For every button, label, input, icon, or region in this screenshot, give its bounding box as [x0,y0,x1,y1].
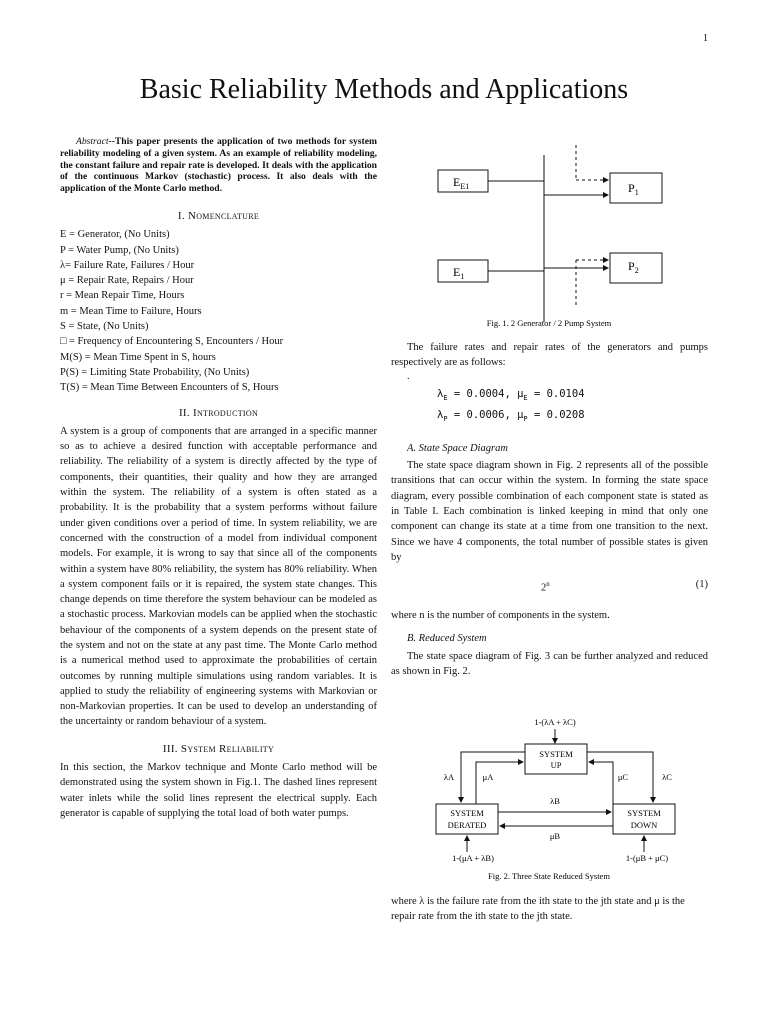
figure-1-diagram [391,140,708,335]
nomenclature-heading: I. Nomenclature [177,209,260,222]
equation-number: (1) [695,579,708,591]
abstract [60,136,377,195]
equation-expression: 2$^n$ [541,580,550,594]
transition-derated-to-up [476,762,523,804]
label-mu-a: μA [482,772,494,782]
loop-label-derated: 1-(μA + λB) [452,853,494,863]
equation-1 [391,577,708,596]
nomenclature-item: E = Generator, (No Units) [60,229,170,241]
state-space-text: The state space diagram shown in Fig. 2 represents all of the possible transitions that can occur within the system. In forming the state space diagram, every possible combination of each component state is stated as in Table I. Each combination is linked keeping in mind that only one component can change its state at a time from one transition to the next. Since we have 4 components, the total number of possible states is given by [391,460,708,563]
label-mu-c: μC [617,772,629,782]
left-column [60,136,377,821]
label-mu-b: μB [549,831,561,841]
label-lambda-c: λC [662,772,672,782]
abstract-text: --This paper presents the application of two methods for system reliability modeling of a given system. As an example of reliability modeling, the constant failure and repair rate is developed. It deals with the application of the continuous Markov (stochastic) process. It also deals with the application of the Monte Carlo method. [60,136,377,195]
loop-label-up: 1-(λA + λC) [534,717,576,727]
figure-2-diagram [391,712,708,892]
transition-down-to-up [589,762,613,810]
generator-label: $E_1$ [453,265,465,281]
nomenclature-item: S = State, (No Units) [60,321,149,333]
nomenclature-item: P(S) = Limiting State Probability, (No Units) [60,366,250,378]
nomenclature-item: T(S) = Mean Time Between Encounters of S, Hours [60,382,279,394]
label-lambda-a: λA [443,772,455,782]
nomenclature-item: r = Mean Repair Time, Hours [60,290,185,302]
rates-intro: The failure rates and repair rates of the generators and pumps respectively are as follows: [391,342,708,369]
loop-label-down: 1-(μB + μC) [625,853,669,863]
equation-note: where n is the number of components in the system. [391,609,610,621]
right-column [391,340,708,679]
pump-label: $P_1$ [628,181,639,197]
nomenclature-item: m = Mean Time to Failure, Hours [60,305,202,317]
abstract-label: Abstract [76,136,109,147]
figure-2-caption: Fig. 2. Three State Reduced System [488,871,610,881]
introduction-heading: II. Introduction [178,406,259,419]
figure-2 [391,712,708,892]
reduced-system-heading: B. Reduced System [407,633,487,645]
nomenclature-item: P = Water Pump, (No Units) [60,244,179,256]
paper-title: Basic Reliability Methods and Applications [139,74,629,105]
page-number: 1 [703,33,708,44]
system-reliability-text: In this section, the Markov technique and Monte Carlo method will be demonstrated using the system shown in Fig.1. The dashed lines represent water inlets while the solid lines represent the electrical supply. Each generator is capable of supplying the total load of both water pumps. [60,762,377,819]
state-derated-line2: DERATED [447,820,487,830]
nomenclature-list [60,227,377,395]
nomenclature-item: M(S) = Mean Time Spent in S, hours [60,351,216,363]
nomenclature-item: λ= Failure Rate, Failures / Hour [60,259,195,271]
label-lambda-b: λB [550,796,560,806]
stray-dot: . [407,370,410,382]
introduction-text: A system is a group of components that are arranged in a specific manner so as to achieve a desired function with acceptable performance and reliability. The reliability of a system is directly affected by the type of components, their quantities, their quality and how they are arranged within the system. The reliability of a system is often stated as a probability. It is the probability that a system performs without failure under given conditions over a period of time. In system reliability, we are concerned with the construction of a model from individual component models. For example, it is wrong to say that since all of the components within a system have 80% reliability, the system has 80% reliability. When a system component fails or it is repaired, the system state changes. This change depends on time therefore the system behaviour can be modeled as a stochastic process. Markovian models can be applied when the stochastic behaviour of the components of a system depends on the present state of the system and not on the state at any past time. The Monte Carlo method is a numerical method used to approximate the probabilities of certain outcomes by running multiple simulations using random variables. It is applied to study the reliability of engineering systems with Markovian or non-Markovian properties. It can be used to develop an understanding of the uncertainty or random behaviour of a system. [60,425,377,728]
state-derated-line1: SYSTEM [450,808,484,818]
state-space-heading: A. State Space Diagram [407,442,508,454]
pump-label: $P_2$ [628,259,639,275]
figure-1-caption: Fig. 1. 2 Generator / 2 Pump System [486,318,612,328]
state-up-line2: UP [550,760,562,770]
rate-e-line: $\lambda_E = 0.0004$, $\mu_E = 0.0104$ [437,387,585,402]
closing-text: where λ is the failure rate from the ith state to the jth state and μ is the repair rate from the ith state to the jth state. [391,896,685,922]
state-up-line1: SYSTEM [539,749,573,759]
state-down-line2: DOWN [630,820,658,830]
system-reliability-heading: III. System Reliability [162,742,275,755]
rate-p-line: $\lambda_P = 0.0006$, $\mu_P = 0.0208$ [437,408,585,423]
generator-label: $E_{E1}$ [453,175,470,191]
figure-1 [391,140,708,335]
nomenclature-item: μ = Repair Rate, Repairs / Hour [60,275,194,287]
nomenclature-item: □ = Frequency of Encountering S, Encounters / Hour [60,336,284,348]
reduced-system-text: The state space diagram of Fig. 3 can be further analyzed and reduced as shown in Fig. 2. [391,650,708,677]
state-down-line1: SYSTEM [627,808,661,818]
